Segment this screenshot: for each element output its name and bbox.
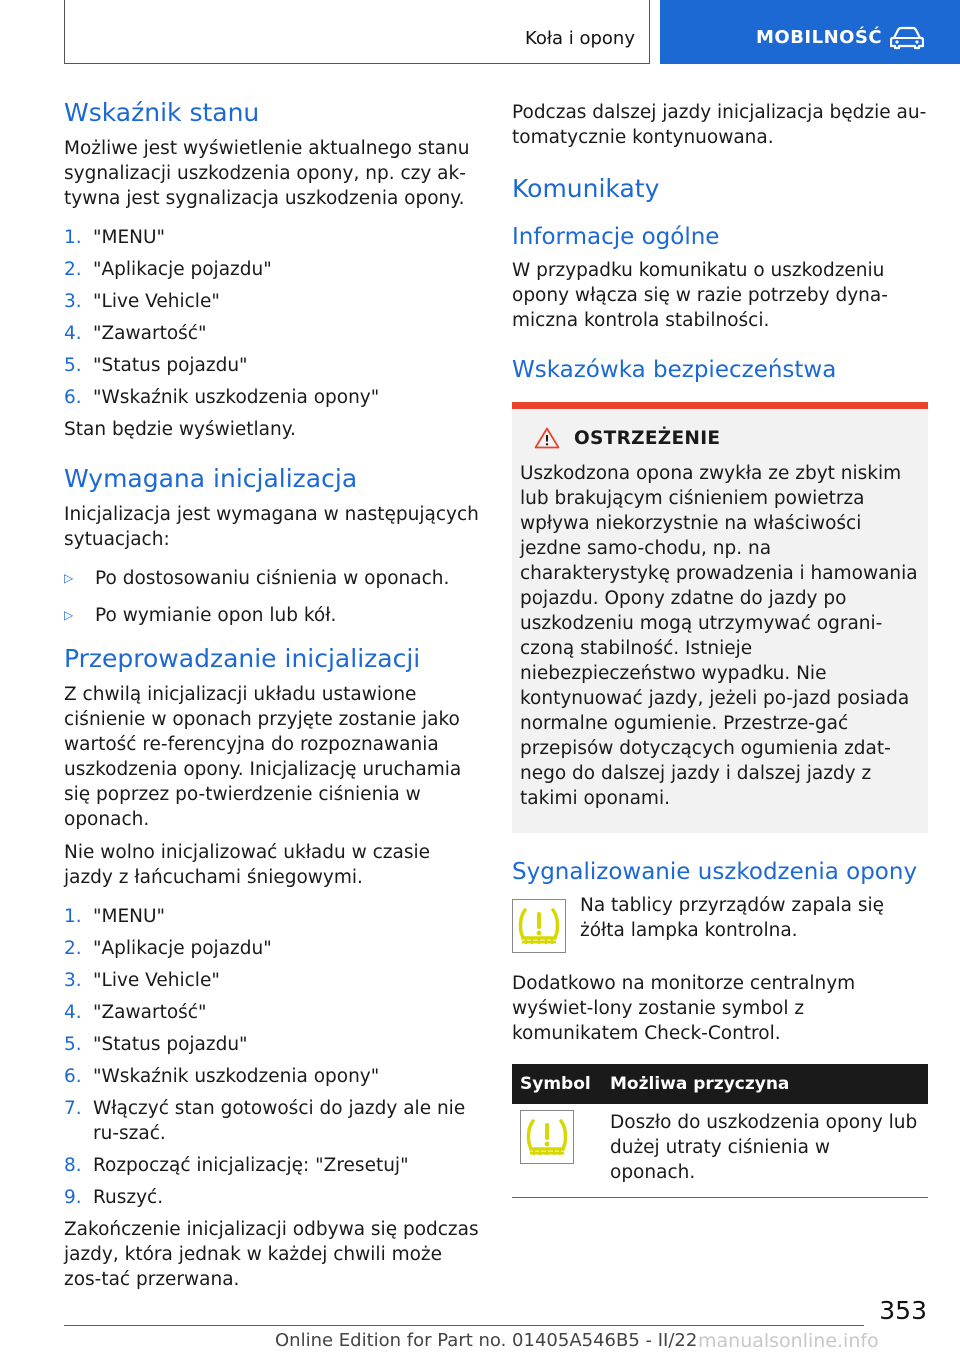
list-item <box>64 1064 484 1089</box>
indicator-text: Na tablicy przyrządów zapala się żółta lampka kontrolna. <box>580 894 885 941</box>
list-item <box>64 1096 484 1146</box>
warning-title-row <box>520 427 920 449</box>
step-text: "Wskaźnik uszkodzenia opony" <box>93 1066 380 1087</box>
list-item <box>64 257 484 282</box>
list-item <box>64 1185 484 1210</box>
warning-text: Uszkodzona opona zwykła ze zbyt niskim lub brakującym ciśnieniem powietrza wpływa niekorzystnie na właściwości jezdne samo-chodu, np. na charakterystykę prowadzenia i hamowania pojazdu. Opony zdatne do jazdy po uszkodzeniu mogą utrzymywać ograni-czoną stabilność. Istnieje niebezpieczeństwo wypadku. Nie kontynuować jazdy, jeżeli po-jazd posiada normalne ogumienie. Przestrze-gać przepisów dotyczących ogumienia zdat-nego do dalszej jazdy i dalszej jazdy z takimi oponami. <box>520 463 918 810</box>
indicator-row <box>512 894 928 953</box>
step-number: 2. <box>64 259 82 280</box>
step-text: "Live Vehicle" <box>93 291 220 312</box>
watermark: manualsonline.info <box>698 1330 879 1352</box>
table-header-row <box>512 1064 928 1104</box>
list-item <box>64 603 484 628</box>
perform-intro: Z chwilą inicjalizacji układu ustawione ciśnienie w oponach przyjęte zostanie jako wartość re-ferencyjna do rozpoznawania uszkodzenia opony. Inicjalizację uruchamia się poprzez po-twierdzenie ciśnienia w oponach. <box>64 684 462 830</box>
perform-outro: Zakończenie inicjalizacji odbywa się podczas jazdy, która jednak w każdej chwili może zos-tać przerwana. <box>64 1219 479 1290</box>
footer-divider <box>64 1325 864 1326</box>
list-item <box>64 936 484 961</box>
step-text: "Zawartość" <box>93 323 207 344</box>
footer-edition: Online Edition for Part no. 01405A546B5 - II/22 <box>275 1330 698 1351</box>
right-column <box>512 98 928 1198</box>
general-text: W przypadku komunikatu o uszkodzeniu opony włącza się w razie potrzeby dyna-miczna kontrola stabilności. <box>512 259 888 331</box>
step-number: 6. <box>64 387 82 408</box>
list-item <box>64 1032 484 1057</box>
step-number: 1. <box>64 906 82 927</box>
list-item <box>64 566 484 591</box>
table-row <box>512 1104 928 1198</box>
safety-heading: Wskazówka bezpieczeństwa <box>512 356 837 383</box>
step-number: 3. <box>64 970 82 991</box>
messages-heading: Komunikaty <box>512 174 660 203</box>
triangle-bullet-icon: ▷ <box>64 571 74 585</box>
step-number: 4. <box>64 323 82 344</box>
list-item <box>64 904 484 929</box>
step-number: 5. <box>64 355 82 376</box>
required-bullets <box>64 566 484 628</box>
header-chapter-title: MOBILNOŚĆ <box>756 27 883 48</box>
list-item <box>64 225 484 250</box>
bullet-text: Po dostosowaniu ciśnienia w oponach. <box>95 568 450 589</box>
header-section-title: Koła i opony <box>524 28 635 49</box>
perform-note: Nie wolno inicjalizować układu w czasie jazdy z łańcuchami śniegowymi. <box>64 842 431 888</box>
step-text: "Aplikacje pojazdu" <box>93 938 272 959</box>
warning-triangle-icon <box>534 427 560 449</box>
step-number: 2. <box>64 938 82 959</box>
step-text: "Status pojazdu" <box>93 1034 248 1055</box>
step-text: "Zawartość" <box>93 1002 207 1023</box>
list-item <box>64 353 484 378</box>
status-heading: Wskaźnik stanu <box>64 98 260 127</box>
symbol-table <box>512 1064 928 1198</box>
table-cell-symbol <box>512 1104 602 1198</box>
warning-box <box>512 402 928 833</box>
step-text: "Status pojazdu" <box>93 355 248 376</box>
step-number: 8. <box>64 1155 82 1176</box>
signal-heading: Sygnalizowanie uszkodzenia opony <box>512 859 918 886</box>
step-text: Włączyć stan gotowości do jazdy ale nie ru-szać. <box>93 1098 466 1144</box>
step-text: Ruszyć. <box>93 1187 164 1208</box>
page-number: 353 <box>879 1296 927 1325</box>
list-item <box>64 1153 484 1178</box>
header-section-box <box>64 0 650 64</box>
car-icon <box>890 26 924 50</box>
tpms-indicator-icon <box>512 899 566 953</box>
step-number: 5. <box>64 1034 82 1055</box>
continuation-text: Podczas dalszej jazdy inicjalizacja będzie au-tomatycznie kontynuowana. <box>512 102 927 148</box>
list-item <box>64 385 484 410</box>
step-number: 1. <box>64 227 82 248</box>
triangle-bullet-icon: ▷ <box>64 608 74 622</box>
header-chapter-box <box>660 0 960 64</box>
perform-steps <box>64 904 484 1210</box>
list-item <box>64 289 484 314</box>
tire-pressure-warning-icon <box>520 1110 574 1164</box>
list-item <box>64 968 484 993</box>
list-item <box>64 321 484 346</box>
table-cell-cause: Doszło do uszkodzenia opony lub dużej utraty ciśnienia w oponach. <box>602 1104 928 1198</box>
required-heading: Wymagana inicjalizacja <box>64 464 358 493</box>
step-number: 4. <box>64 1002 82 1023</box>
warning-title: OSTRZEŻENIE <box>574 427 721 449</box>
status-steps <box>64 225 484 410</box>
step-text: "Aplikacje pojazdu" <box>93 259 272 280</box>
step-text: "MENU" <box>93 906 166 927</box>
left-column <box>64 98 484 1292</box>
table-header-cause: Możliwa przyczyna <box>602 1064 928 1104</box>
step-number: 3. <box>64 291 82 312</box>
status-intro: Możliwe jest wyświetlenie aktualnego stanu sygnalizacji uszkodzenia opony, np. czy ak-tywna jest sygnalizacja uszkodzenia opony. <box>64 138 470 209</box>
perform-heading: Przeprowadzanie inicjalizacji <box>64 644 421 673</box>
step-number: 7. <box>64 1098 82 1119</box>
table-header-symbol: Symbol <box>512 1064 602 1104</box>
cid-text: Dodatkowo na monitorze centralnym wyświet-lony zostanie symbol z komunikatem Check-Control. <box>512 972 856 1044</box>
step-text: Rozpocząć inicjalizację: "Zresetuj" <box>93 1155 409 1176</box>
required-intro: Inicjalizacja jest wymagana w następujących sytuacjach: <box>64 504 479 550</box>
step-number: 9. <box>64 1187 82 1208</box>
list-item <box>64 1000 484 1025</box>
step-text: "Wskaźnik uszkodzenia opony" <box>93 387 380 408</box>
bullet-text: Po wymianie opon lub kół. <box>95 605 337 626</box>
step-text: "Live Vehicle" <box>93 970 220 991</box>
step-number: 6. <box>64 1066 82 1087</box>
general-heading: Informacje ogólne <box>512 224 720 250</box>
status-outro: Stan będzie wyświetlany. <box>64 419 296 440</box>
step-text: "MENU" <box>93 227 166 248</box>
